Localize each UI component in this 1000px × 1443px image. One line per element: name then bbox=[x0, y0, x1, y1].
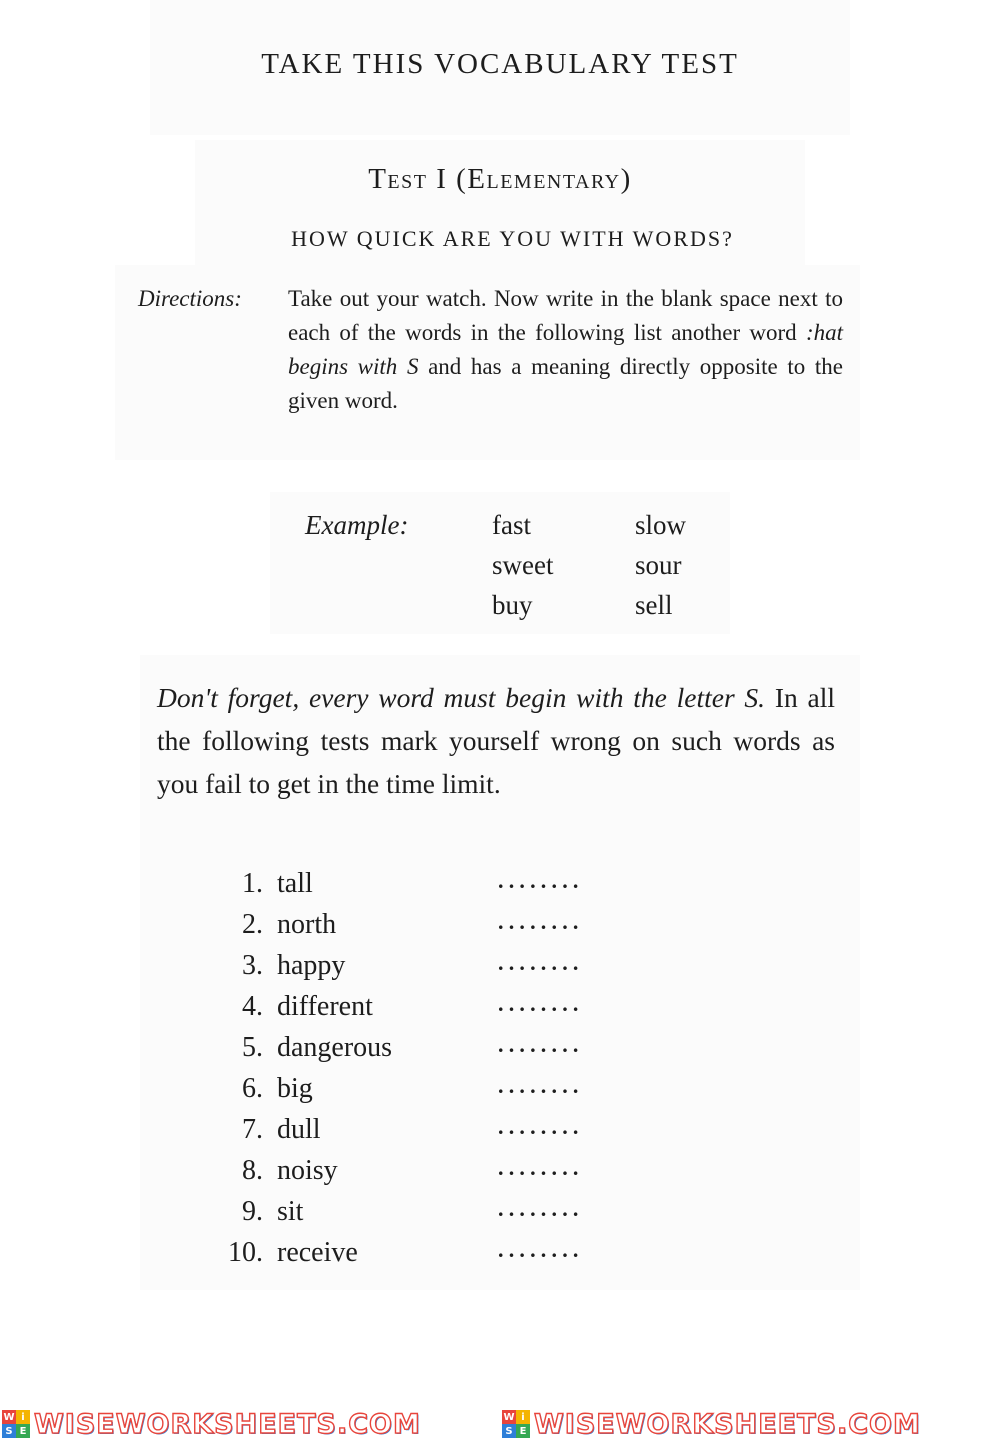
logo-tile: i bbox=[516, 1410, 530, 1424]
directions-label: Directions: bbox=[138, 286, 242, 311]
example-opposite: sour bbox=[635, 550, 682, 580]
note-rest: In all the following tests mark yourself wrong on such words as you fail to get in the time limit. bbox=[157, 682, 835, 799]
item-number: 1. bbox=[242, 868, 263, 899]
list-item bbox=[215, 991, 665, 1032]
logo-tile: S bbox=[2, 1424, 16, 1438]
answer-blank[interactable]: ........ bbox=[498, 868, 584, 893]
instruction-note bbox=[157, 676, 835, 805]
list-item bbox=[215, 1196, 665, 1237]
answer-blank[interactable]: ........ bbox=[498, 991, 584, 1016]
directions-text bbox=[288, 282, 843, 418]
answer-blank[interactable]: ........ bbox=[498, 1032, 584, 1057]
item-word: noisy bbox=[277, 1155, 338, 1186]
item-number: 4. bbox=[242, 991, 263, 1022]
example-block bbox=[305, 505, 725, 630]
list-item bbox=[215, 950, 665, 991]
logo-tile: S bbox=[502, 1424, 516, 1438]
answer-blank[interactable]: ........ bbox=[498, 1114, 584, 1139]
item-number: 3. bbox=[242, 950, 263, 981]
example-word: buy bbox=[492, 590, 533, 620]
wiseworksheets-logo-icon bbox=[2, 1410, 30, 1438]
example-label: Example: bbox=[305, 510, 409, 540]
item-number: 10. bbox=[228, 1237, 263, 1268]
item-number: 6. bbox=[242, 1073, 263, 1104]
watermark-text: WISEWORKSHEETS.COM bbox=[34, 1408, 421, 1440]
page-title: TAKE THIS VOCABULARY TEST bbox=[261, 48, 739, 80]
example-opposite: sell bbox=[635, 590, 673, 620]
wiseworksheets-logo-icon bbox=[502, 1410, 530, 1438]
item-word: happy bbox=[277, 950, 346, 981]
item-number: 9. bbox=[242, 1196, 263, 1227]
directions-text-italic: :hat begins with S bbox=[288, 320, 843, 379]
item-number: 8. bbox=[242, 1155, 263, 1186]
example-row bbox=[305, 510, 725, 550]
item-number: 5. bbox=[242, 1032, 263, 1063]
example-row bbox=[305, 590, 725, 630]
note-italic: Don't forget, every word must begin with the letter S. bbox=[157, 682, 766, 713]
directions-text-part: Take out your watch. Now write in the blank space next to each of the words in the following list another word bbox=[288, 286, 843, 345]
list-item bbox=[215, 1114, 665, 1155]
answer-blank[interactable]: ........ bbox=[498, 1073, 584, 1098]
list-item bbox=[215, 868, 665, 909]
watermark-text: WISEWORKSHEETS.COM bbox=[534, 1408, 921, 1440]
watermark-brand bbox=[502, 1407, 921, 1441]
list-item bbox=[215, 1073, 665, 1114]
answer-blank[interactable]: ........ bbox=[498, 1237, 584, 1262]
test-heading: Test I (Elementary) bbox=[368, 163, 632, 195]
list-item bbox=[215, 1155, 665, 1196]
item-word: different bbox=[277, 991, 373, 1022]
item-word: tall bbox=[277, 868, 313, 899]
item-word: sit bbox=[277, 1196, 304, 1227]
answer-blank[interactable]: ........ bbox=[498, 1155, 584, 1180]
item-number: 2. bbox=[242, 909, 263, 940]
example-word: sweet bbox=[492, 550, 554, 580]
list-item bbox=[215, 1032, 665, 1073]
directions-text-part: and has a meaning directly opposite to the given word. bbox=[288, 354, 844, 413]
logo-tile: W bbox=[3, 1411, 15, 1423]
example-word: fast bbox=[492, 510, 531, 540]
item-word: receive bbox=[277, 1237, 358, 1268]
item-number: 7. bbox=[242, 1114, 263, 1145]
list-item bbox=[215, 909, 665, 950]
answer-blank[interactable]: ........ bbox=[498, 1196, 584, 1221]
example-opposite: slow bbox=[635, 510, 687, 540]
list-item bbox=[215, 1237, 665, 1278]
answer-blank[interactable]: ........ bbox=[498, 909, 584, 934]
watermark-brand bbox=[2, 1407, 421, 1441]
item-word: dull bbox=[277, 1114, 321, 1145]
item-word: dangerous bbox=[277, 1032, 393, 1063]
logo-tile: W bbox=[503, 1411, 515, 1423]
item-word: big bbox=[277, 1073, 313, 1104]
watermark-footer bbox=[0, 1405, 1000, 1443]
logo-tile: E bbox=[16, 1424, 30, 1438]
answer-blank[interactable]: ........ bbox=[498, 950, 584, 975]
logo-tile: E bbox=[516, 1424, 530, 1438]
logo-tile: i bbox=[16, 1410, 30, 1424]
test-subtitle: HOW QUICK ARE YOU WITH WORDS? bbox=[291, 226, 734, 251]
word-list bbox=[215, 868, 665, 1278]
example-row bbox=[305, 550, 725, 590]
item-word: north bbox=[277, 909, 337, 940]
